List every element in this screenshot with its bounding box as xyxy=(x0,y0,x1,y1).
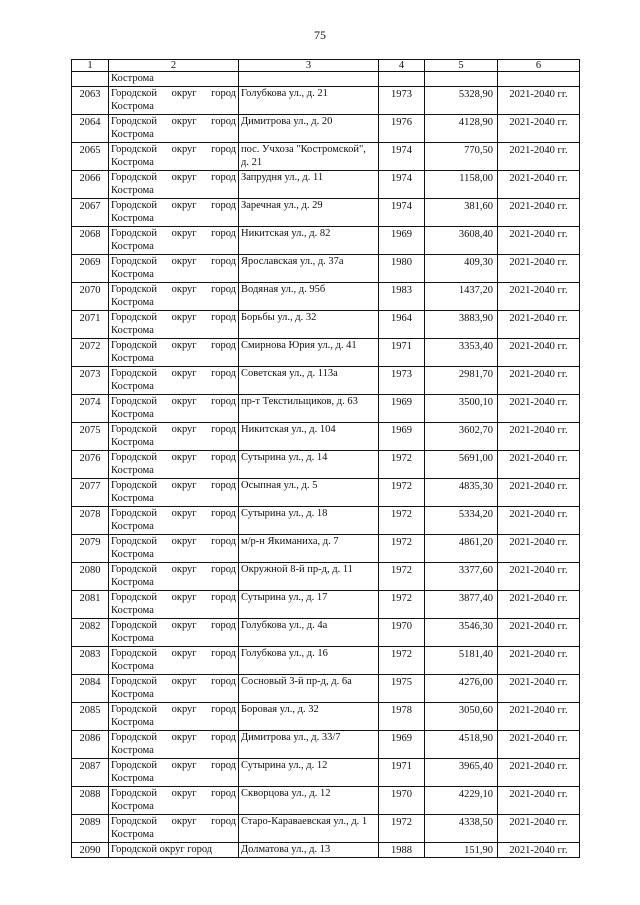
address-cell: пос. Учхоза "Костромской", д. 21 xyxy=(239,143,379,171)
address-cell: Водяная ул., д. 95б xyxy=(239,283,379,311)
municipality-cell: Городской округ город Кострома xyxy=(109,395,239,423)
table-row xyxy=(72,591,580,619)
municipality-cell: Городской округ город Кострома xyxy=(109,619,239,647)
area-cell: 409,30 xyxy=(425,255,498,283)
row-number: 2069 xyxy=(72,255,109,283)
period-cell: 2021-2040 гг. xyxy=(498,479,580,507)
row-number: 2073 xyxy=(72,367,109,395)
area-cell xyxy=(425,72,498,87)
row-number: 2067 xyxy=(72,199,109,227)
row-number: 2090 xyxy=(72,843,109,858)
area-cell: 5181,40 xyxy=(425,647,498,675)
address-cell: Голубкова ул., д. 16 xyxy=(239,647,379,675)
table-row xyxy=(72,395,580,423)
address-cell: пр-т Текстильщиков, д. 63 xyxy=(239,395,379,423)
year-cell: 1969 xyxy=(379,227,425,255)
municipality-cell: Кострома xyxy=(109,72,239,87)
period-cell: 2021-2040 гг. xyxy=(498,283,580,311)
column-header-6: 6 xyxy=(498,60,580,72)
address-cell: Никитская ул., д. 82 xyxy=(239,227,379,255)
area-cell: 381,60 xyxy=(425,199,498,227)
table-row xyxy=(72,815,580,843)
table-row xyxy=(72,563,580,591)
address-cell: Заречная ул., д. 29 xyxy=(239,199,379,227)
year-cell: 1975 xyxy=(379,675,425,703)
period-cell: 2021-2040 гг. xyxy=(498,731,580,759)
year-cell: 1972 xyxy=(379,535,425,563)
municipality-cell: Городской округ город Кострома xyxy=(109,423,239,451)
row-number: 2066 xyxy=(72,171,109,199)
municipality-cell: Городской округ город Кострома xyxy=(109,815,239,843)
area-cell: 3608,40 xyxy=(425,227,498,255)
table-row xyxy=(72,227,580,255)
area-cell: 3500,10 xyxy=(425,395,498,423)
area-cell: 5328,90 xyxy=(425,87,498,115)
table-row xyxy=(72,367,580,395)
period-cell: 2021-2040 гг. xyxy=(498,591,580,619)
row-number: 2080 xyxy=(72,563,109,591)
area-cell: 3883,90 xyxy=(425,311,498,339)
address-cell: Голубкова ул., д. 21 xyxy=(239,87,379,115)
table-row xyxy=(72,507,580,535)
year-cell: 1973 xyxy=(379,367,425,395)
table-row xyxy=(72,479,580,507)
row-number: 2075 xyxy=(72,423,109,451)
address-cell xyxy=(239,72,379,87)
year-cell: 1974 xyxy=(379,143,425,171)
row-number: 2070 xyxy=(72,283,109,311)
area-cell: 5691,00 xyxy=(425,451,498,479)
column-header-2: 2 xyxy=(109,60,239,72)
municipality-cell: Городской округ город Кострома xyxy=(109,563,239,591)
period-cell: 2021-2040 гг. xyxy=(498,311,580,339)
area-cell: 3377,60 xyxy=(425,563,498,591)
column-header-3: 3 xyxy=(239,60,379,72)
row-number xyxy=(72,72,109,87)
municipality-cell: Городской округ город Кострома xyxy=(109,311,239,339)
municipality-cell: Городской округ город Кострома xyxy=(109,647,239,675)
area-cell: 3546,30 xyxy=(425,619,498,647)
period-cell: 2021-2040 гг. xyxy=(498,423,580,451)
area-cell: 770,50 xyxy=(425,143,498,171)
address-cell: Окружной 8-й пр-д, д. 11 xyxy=(239,563,379,591)
address-cell: Димитрова ул., д. 20 xyxy=(239,115,379,143)
row-number: 2079 xyxy=(72,535,109,563)
area-cell: 4128,90 xyxy=(425,115,498,143)
row-number: 2087 xyxy=(72,759,109,787)
table-row xyxy=(72,72,580,87)
area-cell: 3050,60 xyxy=(425,703,498,731)
period-cell: 2021-2040 гг. xyxy=(498,87,580,115)
period-cell: 2021-2040 гг. xyxy=(498,171,580,199)
table-row xyxy=(72,115,580,143)
address-cell: Советская ул., д. 113а xyxy=(239,367,379,395)
area-cell: 3602,70 xyxy=(425,423,498,451)
row-number: 2063 xyxy=(72,87,109,115)
address-cell: Сутырина ул., д. 14 xyxy=(239,451,379,479)
address-cell: Осыпная ул., д. 5 xyxy=(239,479,379,507)
period-cell: 2021-2040 гг. xyxy=(498,703,580,731)
area-cell: 3965,40 xyxy=(425,759,498,787)
row-number: 2064 xyxy=(72,115,109,143)
year-cell: 1976 xyxy=(379,115,425,143)
period-cell: 2021-2040 гг. xyxy=(498,115,580,143)
year-cell: 1969 xyxy=(379,731,425,759)
address-cell: Борьбы ул., д. 32 xyxy=(239,311,379,339)
year-cell: 1972 xyxy=(379,591,425,619)
year-cell: 1972 xyxy=(379,563,425,591)
period-cell: 2021-2040 гг. xyxy=(498,563,580,591)
municipality-cell: Городской округ город Кострома xyxy=(109,199,239,227)
municipality-cell: Городской округ город Кострома xyxy=(109,675,239,703)
area-cell: 2981,70 xyxy=(425,367,498,395)
row-number: 2088 xyxy=(72,787,109,815)
year-cell xyxy=(379,72,425,87)
area-cell: 5334,20 xyxy=(425,507,498,535)
address-cell: м/р-н Якиманиха, д. 7 xyxy=(239,535,379,563)
row-number: 2078 xyxy=(72,507,109,535)
municipality-cell: Городской округ город Кострома xyxy=(109,255,239,283)
municipality-cell: Городской округ город Кострома xyxy=(109,451,239,479)
area-cell: 4518,90 xyxy=(425,731,498,759)
year-cell: 1970 xyxy=(379,619,425,647)
municipality-cell: Городской округ город Кострома xyxy=(109,759,239,787)
period-cell xyxy=(498,72,580,87)
municipality-cell: Городской округ город Кострома xyxy=(109,115,239,143)
table-row xyxy=(72,171,580,199)
municipality-cell: Городской округ город Кострома xyxy=(109,367,239,395)
row-number: 2084 xyxy=(72,675,109,703)
period-cell: 2021-2040 гг. xyxy=(498,451,580,479)
address-cell: Запрудня ул., д. 11 xyxy=(239,171,379,199)
address-cell: Старо-Караваевская ул., д. 1 xyxy=(239,815,379,843)
year-cell: 1988 xyxy=(379,843,425,858)
municipality-cell: Городской округ город Кострома xyxy=(109,535,239,563)
period-cell: 2021-2040 гг. xyxy=(498,815,580,843)
area-cell: 3877,40 xyxy=(425,591,498,619)
area-cell: 3353,40 xyxy=(425,339,498,367)
municipality-cell: Городской округ город Кострома xyxy=(109,87,239,115)
row-number: 2081 xyxy=(72,591,109,619)
table-row xyxy=(72,619,580,647)
table-row xyxy=(72,423,580,451)
table-row xyxy=(72,703,580,731)
row-number: 2077 xyxy=(72,479,109,507)
address-cell: Долматова ул., д. 13 xyxy=(239,843,379,858)
address-cell: Смирнова Юрия ул., д. 41 xyxy=(239,339,379,367)
year-cell: 1972 xyxy=(379,451,425,479)
municipality-cell: Городской округ город Кострома xyxy=(109,227,239,255)
row-number: 2083 xyxy=(72,647,109,675)
table-row xyxy=(72,759,580,787)
period-cell: 2021-2040 гг. xyxy=(498,395,580,423)
housing-table xyxy=(71,59,580,858)
address-cell: Сосновый 3-й пр-д, д. 6а xyxy=(239,675,379,703)
table-row xyxy=(72,87,580,115)
column-header-5: 5 xyxy=(425,60,498,72)
period-cell: 2021-2040 гг. xyxy=(498,787,580,815)
row-number: 2089 xyxy=(72,815,109,843)
period-cell: 2021-2040 гг. xyxy=(498,199,580,227)
area-cell: 1437,20 xyxy=(425,283,498,311)
row-number: 2085 xyxy=(72,703,109,731)
table-row xyxy=(72,143,580,171)
period-cell: 2021-2040 гг. xyxy=(498,535,580,563)
table-row xyxy=(72,311,580,339)
table-row xyxy=(72,255,580,283)
municipality-cell: Городской округ город Кострома xyxy=(109,787,239,815)
area-cell: 151,90 xyxy=(425,843,498,858)
municipality-cell: Городской округ город Кострома xyxy=(109,731,239,759)
year-cell: 1972 xyxy=(379,479,425,507)
header-row xyxy=(72,60,580,72)
address-cell: Боровая ул., д. 32 xyxy=(239,703,379,731)
row-number: 2071 xyxy=(72,311,109,339)
year-cell: 1970 xyxy=(379,787,425,815)
municipality-cell: Городской округ город Кострома xyxy=(109,339,239,367)
area-cell: 1158,00 xyxy=(425,171,498,199)
year-cell: 1969 xyxy=(379,395,425,423)
period-cell: 2021-2040 гг. xyxy=(498,759,580,787)
period-cell: 2021-2040 гг. xyxy=(498,647,580,675)
address-cell: Никитская ул., д. 104 xyxy=(239,423,379,451)
year-cell: 1978 xyxy=(379,703,425,731)
year-cell: 1972 xyxy=(379,647,425,675)
period-cell: 2021-2040 гг. xyxy=(498,339,580,367)
area-cell: 4861,20 xyxy=(425,535,498,563)
year-cell: 1971 xyxy=(379,759,425,787)
table-row xyxy=(72,675,580,703)
address-cell: Димитрова ул., д. 33/7 xyxy=(239,731,379,759)
period-cell: 2021-2040 гг. xyxy=(498,843,580,858)
year-cell: 1972 xyxy=(379,815,425,843)
table-row xyxy=(72,647,580,675)
period-cell: 2021-2040 гг. xyxy=(498,367,580,395)
municipality-cell: Городской округ город Кострома xyxy=(109,479,239,507)
municipality-cell: Городской округ город xyxy=(109,843,239,858)
row-number: 2068 xyxy=(72,227,109,255)
municipality-cell: Городской округ город Кострома xyxy=(109,171,239,199)
row-number: 2082 xyxy=(72,619,109,647)
table-row xyxy=(72,731,580,759)
year-cell: 1974 xyxy=(379,171,425,199)
year-cell: 1971 xyxy=(379,339,425,367)
table-row xyxy=(72,199,580,227)
municipality-cell: Городской округ город Кострома xyxy=(109,143,239,171)
period-cell: 2021-2040 гг. xyxy=(498,143,580,171)
row-number: 2065 xyxy=(72,143,109,171)
year-cell: 1973 xyxy=(379,87,425,115)
year-cell: 1972 xyxy=(379,507,425,535)
table-row xyxy=(72,283,580,311)
address-cell: Сутырина ул., д. 12 xyxy=(239,759,379,787)
row-number: 2086 xyxy=(72,731,109,759)
area-cell: 4835,30 xyxy=(425,479,498,507)
address-cell: Голубкова ул., д. 4а xyxy=(239,619,379,647)
address-cell: Сутырина ул., д. 17 xyxy=(239,591,379,619)
table-row xyxy=(72,451,580,479)
period-cell: 2021-2040 гг. xyxy=(498,619,580,647)
column-header-4: 4 xyxy=(379,60,425,72)
period-cell: 2021-2040 гг. xyxy=(498,507,580,535)
row-number: 2072 xyxy=(72,339,109,367)
table-body xyxy=(72,72,580,858)
municipality-cell: Городской округ город Кострома xyxy=(109,591,239,619)
period-cell: 2021-2040 гг. xyxy=(498,675,580,703)
row-number: 2076 xyxy=(72,451,109,479)
table-row xyxy=(72,787,580,815)
page-number: 75 xyxy=(314,28,326,42)
municipality-cell: Городской округ город Кострома xyxy=(109,283,239,311)
year-cell: 1974 xyxy=(379,199,425,227)
area-cell: 4229,10 xyxy=(425,787,498,815)
year-cell: 1980 xyxy=(379,255,425,283)
table-row xyxy=(72,535,580,563)
address-cell: Сутырина ул., д. 18 xyxy=(239,507,379,535)
area-cell: 4338,50 xyxy=(425,815,498,843)
address-cell: Скворцова ул., д. 12 xyxy=(239,787,379,815)
address-cell: Ярославская ул., д. 37а xyxy=(239,255,379,283)
column-header-1: 1 xyxy=(72,60,109,72)
year-cell: 1964 xyxy=(379,311,425,339)
period-cell: 2021-2040 гг. xyxy=(498,227,580,255)
municipality-cell: Городской округ город Кострома xyxy=(109,507,239,535)
year-cell: 1969 xyxy=(379,423,425,451)
area-cell: 4276,00 xyxy=(425,675,498,703)
period-cell: 2021-2040 гг. xyxy=(498,255,580,283)
table-row xyxy=(72,843,580,858)
row-number: 2074 xyxy=(72,395,109,423)
table-row xyxy=(72,339,580,367)
municipality-cell: Городской округ город Кострома xyxy=(109,703,239,731)
year-cell: 1983 xyxy=(379,283,425,311)
